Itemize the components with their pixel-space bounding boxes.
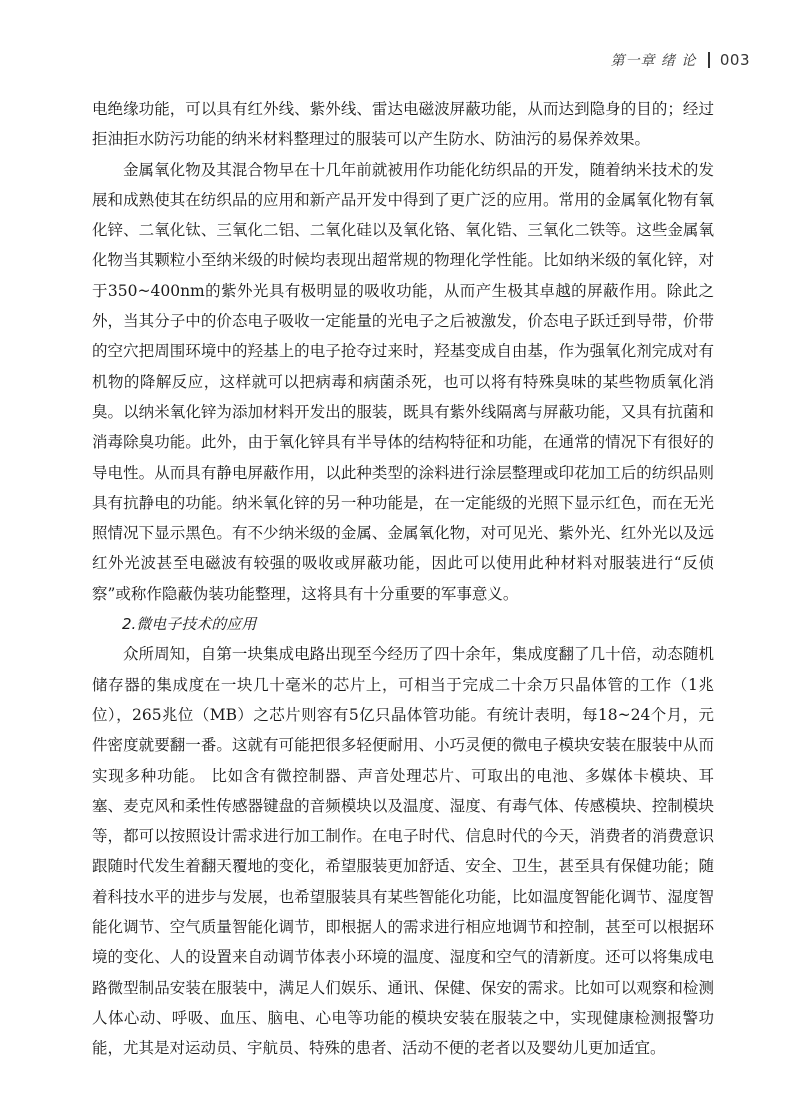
chapter-title: 第一章 绪 论 — [610, 53, 697, 69]
paragraph-continuation: 电绝缘功能，可以具有红外线、紫外线、雷达电磁波屏蔽功能，从而达到隐身的目的；经过拒油拒水防污功能的纳米材料整理过的服装可以产生防水、防油污的易保养效果。 — [92, 100, 714, 149]
page-number: 003 — [719, 51, 750, 69]
running-header — [610, 50, 750, 70]
section-heading: 2.微电子技术的应用 — [122, 615, 257, 634]
main-text — [92, 94, 714, 1064]
paragraph-microelectronics: 众所周知，自第一块集成电路出现至今经历了四十余年，集成度翻了几十倍，动态随机储存器的集成度在一块几十毫米的芯片上，可相当于完成二十余万只晶体管的工作（1兆位），265兆位（MB）之芯片则容有5亿只晶体管功能。有统计表明，每18~24个月，元件密度就要翻一番。这就有可能把很多轻便耐用、小巧灵便的微电子模块安装在服装中从而实现多种功能。 比如含有微控制器、声音处理芯片、可取出的电池、多媒体卡模块、耳塞、麦克风和柔性传感器键盘的音频模块以及温度、湿度、有毒气体、传感模块、控制模块等，都可以按照设计需求进行加工制作。在电子时代、信息时代的今天，消费者的消费意识跟随时代发生着翻天覆地的变化，希望服装更加舒适、安全、卫生，甚至具有保健功能；随着科技水平的进步与发展，也希望服装具有某些智能化功能，比如温度智能化调节、湿度智能化调节、空气质量智能化调节，即根据人的需求进行相应地调节和控制，甚至可以根据环境的变化、人的设置来自动调节体表小环境的温度、湿度和空气的清新度。还可以将集成电路微型制品安装在服装中，满足人们娱乐、通讯、保健、保安的需求。比如可以观察和检测人体心动、呼吸、血压、脑电、心电等功能的模块安装在服装之中，实现健康检测报警功能，尤其是对运动员、宇航员、特殊的患者、活动不便的老者以及婴幼儿更加适宜。 — [92, 645, 714, 1058]
header-divider — [708, 52, 710, 68]
paragraph-metal-oxides: 金属氧化物及其混合物早在十几年前就被用作功能化纺织品的开发，随着纳米技术的发展和成熟使其在纺织品的应用和新产品开发中得到了更广泛的应用。常用的金属氧化物有氧化锌、二氧化钛、三氧化二铝、二氧化硅以及氧化铬、氧化锆、三氧化二铁等。这些金属氧化物当其颗粒小至纳米级的时候均表现出超常规的物理化学性能。比如纳米级的氧化锌，对于350~400nm的紫外光具有极明显的吸收功能，从而产生极其卓越的屏蔽作用。除此之外，当其分子中的价态电子吸收一定能量的光电子之后被激发，价态电子跃迁到导带，价带的空穴把周围环境中的羟基上的电子抢夺过来时，羟基变成自由基，作为强氧化剂完成对有机物的降解反应，这样就可以把病毒和病菌杀死，也可以将有特殊臭味的某些物质氧化消臭。以纳米氧化锌为添加材料开发出的服装，既具有紫外线隔离与屏蔽功能，又具有抗菌和消毒除臭功能。此外，由于氧化锌具有半导体的结构特征和功能，在通常的情况下有很好的导电性。从而具有静电屏蔽作用，以此种类型的涂料进行涂层整理或印花加工后的纺织品则具有抗静电的功能。纳米氧化锌的另一种功能是，在一定能级的光照下显示红色，而在无光照情况下显示黑色。有不少纳米级的金属、金属氧化物，对可见光、紫外光、红外光以及远红外光波甚至电磁波有较强的吸收或屏蔽功能，因此可以使用此种材料对服装进行“反侦察”或称作隐蔽伪装功能整理，这将具有十分重要的军事意义。 — [92, 160, 714, 603]
